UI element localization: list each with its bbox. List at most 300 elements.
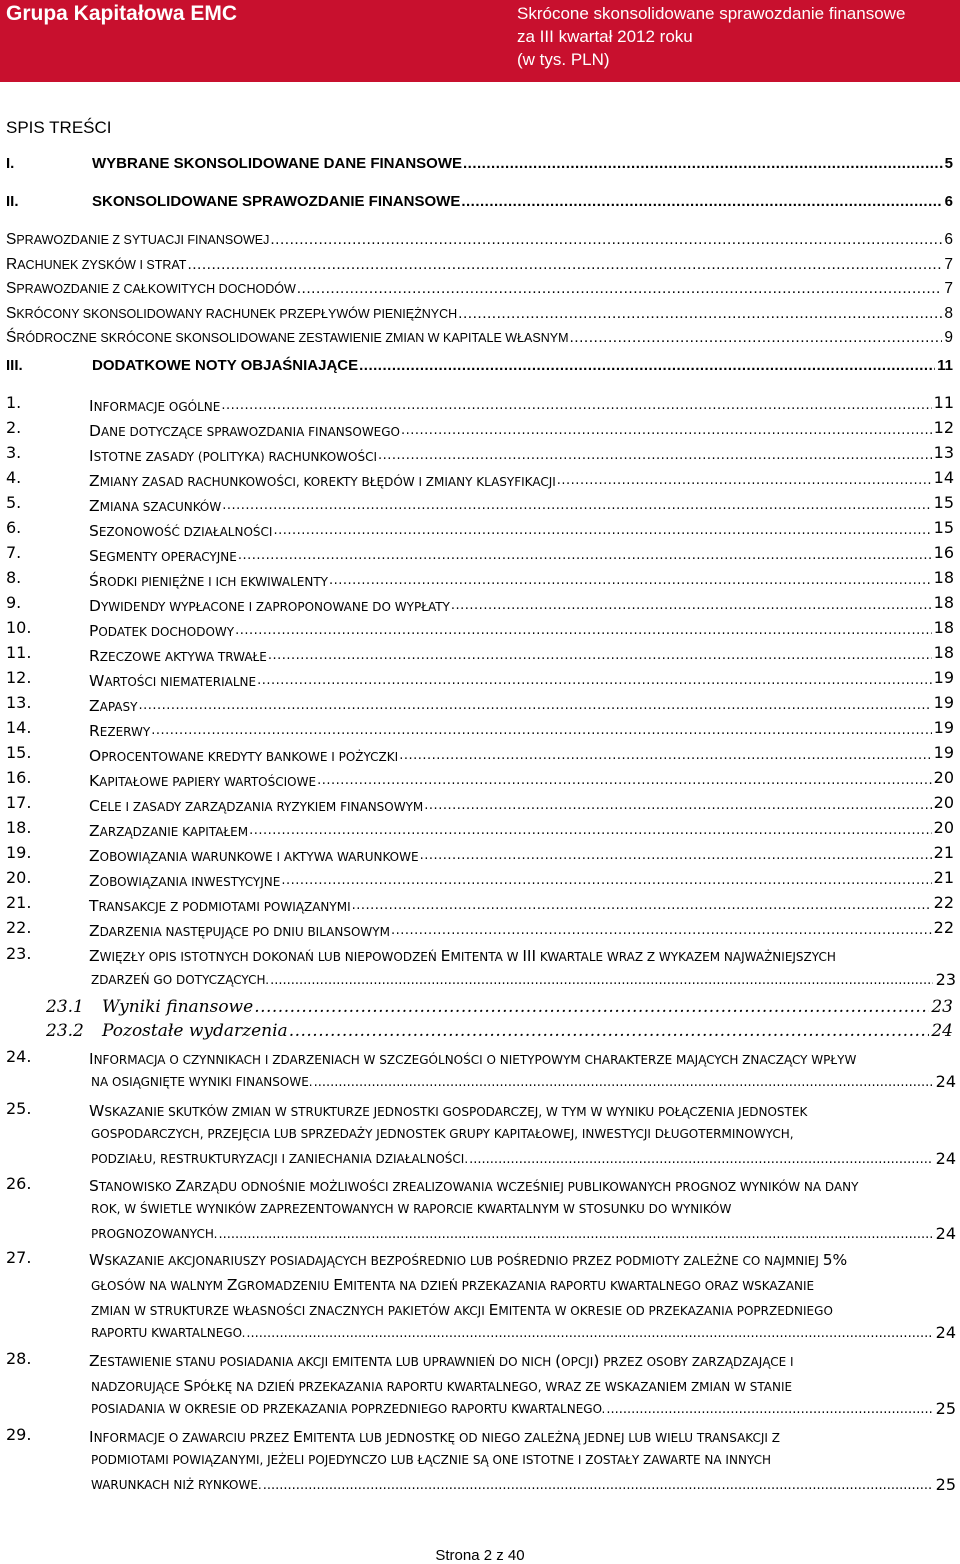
toc-entry[interactable] <box>0 843 960 865</box>
toc-entry-title <box>89 1050 856 1068</box>
toc-entry-title-part: NFORMACJA O CZYNNIKACH I ZDARZENIACH W SZCZEGÓLNOŚCI O NIETYPOWYM CHARAKTERZE MAJĄCYCH ZNACZĄCY WPŁYW <box>93 1053 857 1067</box>
toc-subentry[interactable] <box>0 1021 960 1043</box>
toc-entry-title <box>89 771 316 792</box>
toc-entry-title-part: ZMIAN W STRUKTURZE WŁASNOŚCI ZNACZNYCH PAKIETÓW AKCJI <box>91 1304 489 1318</box>
toc-entry-title-part: NADZORUJĄCE <box>91 1380 184 1394</box>
toc-entry[interactable] <box>0 305 960 327</box>
toc-entry-page: 19 <box>933 743 954 762</box>
toc-entry-title <box>89 896 351 917</box>
toc-entry-title <box>91 1453 771 1467</box>
toc-entry-title-initial: Z <box>226 1276 238 1294</box>
toc-entry-title-initial: S <box>183 1377 194 1395</box>
toc-entry-title: Pozostałe wydarzenia <box>102 1021 288 1041</box>
toc-entry-number: III. <box>6 357 23 374</box>
toc-entry-title-part: ESTAWIENIE STANU POSIADANIA AKCJI EMITENTA LUB UPRAWNIEŃ DO NICH <box>99 1355 556 1369</box>
toc-entry-number: 27. <box>6 1248 32 1267</box>
toc-leader-dots <box>138 696 931 716</box>
toc-entry-title-rest: ARZĄDZANIE KAPITAŁEM <box>99 825 249 839</box>
toc-entry-title-initial: I <box>89 1050 94 1068</box>
toc-entry-page: 21 <box>933 843 954 862</box>
toc-entry-title-initial: Z <box>89 847 100 865</box>
toc-entry-page: 7 <box>944 255 953 273</box>
toc-entry-title <box>6 231 269 249</box>
page-header <box>0 0 960 82</box>
toc-entry-title-rest: EGMENTY OPERACYJNE <box>98 550 237 564</box>
toc-entry[interactable] <box>0 768 960 790</box>
toc-entry-title-initial: Z <box>89 697 100 715</box>
toc-entry-title-initial: E <box>488 1301 499 1319</box>
toc-entry-title: WYBRANE SKONSOLIDOWANE DANE FINANSOWE <box>92 155 463 172</box>
toc-leader-dots <box>329 571 932 591</box>
toc-entry-title-end: POSIADANIA W OKRESIE OD PRZEKAZANIA POPRZEDNIEGO RAPORTU KWARTALNEGO. <box>91 1402 606 1416</box>
toc-leader-dots <box>281 871 931 891</box>
toc-entry-page: 24 <box>935 1224 956 1243</box>
toc-entry-page: 22 <box>933 918 954 937</box>
toc-entry-number: I. <box>6 155 15 172</box>
toc-entry-title <box>89 596 450 617</box>
toc-entry-title-rest: PROCENTOWANE KREDYTY BANKOWE I POŻYCZKI <box>101 750 399 764</box>
toc-entry-title-rest: YWIDENDY WYPŁACONE I ZAPROPONOWANE DO WYPŁATY <box>100 600 450 614</box>
toc-entry-number: 23. <box>6 944 32 963</box>
toc-entry[interactable] <box>0 193 960 215</box>
toc-entry-title-rest: APASY <box>99 700 138 714</box>
toc-entry-number: 21. <box>6 893 32 912</box>
toc-entry-title-end: RAPORTU KWARTALNEGO. <box>91 1326 246 1340</box>
toc-entry-title-rest: DARZENIA NASTĘPUJĄCE PO DNIU BILANSOWYM <box>99 925 390 939</box>
toc-entry-number: 18. <box>6 818 32 837</box>
toc-entry-title-rest: RODKI PIENIĘŻNE I ICH EKWIWALENTY <box>98 575 328 589</box>
toc-entry-page: 13 <box>933 443 954 462</box>
toc-leader-dots <box>401 421 932 441</box>
toc-entry-title-initial: S <box>6 304 17 322</box>
toc-entry-last-line <box>91 1323 956 1345</box>
toc-entry-title-part: PRZEZ OSOBY ZARZĄDZAJĄCE I <box>599 1355 794 1369</box>
toc-entry-title-initial: S <box>89 522 99 540</box>
toc-entry-page: 14 <box>933 468 954 487</box>
toc-entry-title-initial: I <box>89 397 94 415</box>
toc-entry-title-rest: MIANA SZACUNKÓW <box>99 500 222 514</box>
toc-entry-title-rest: NFORMACJE OGÓLNE <box>93 400 221 414</box>
toc-entry-title-rest: EZERWY <box>99 725 151 739</box>
toc-entry-title-end: ZDARZEŃ GO DOTYCZĄCYCH. <box>91 973 270 987</box>
toc-leader-dots <box>352 896 932 916</box>
toc-entry-title <box>6 305 457 323</box>
toc-entry-page: 12 <box>933 418 954 437</box>
toc-entry-title: Wyniki finansowe <box>102 997 254 1017</box>
toc-entry-title-rest: ELE I ZASADY ZARZĄDZANIA RYZYKIEM FINANSOWYM <box>99 800 424 814</box>
toc-entry[interactable] <box>0 643 960 665</box>
toc-entry-title-part: PÓŁKĘ NA DZIEŃ PRZEKAZANIA RAPORTU KWARTALNEGO, WRAZ ZE WSKAZANIEM ZMIAN W STANIE <box>193 1380 793 1394</box>
toc-entry-page: 15 <box>933 493 954 512</box>
toc-entry-title-part: NFORMACJE O ZAWARCIU PRZEZ <box>93 1431 294 1445</box>
toc-entry-number: 10. <box>6 618 32 637</box>
toc-entry-title-rest: KRÓCONY SKONSOLIDOWANY RACHUNEK PRZEPŁYWÓW PIENIĘŻNYCH <box>16 306 458 321</box>
toc-entry-title-initial: Z <box>89 922 100 940</box>
toc-entry-title <box>6 256 186 274</box>
toc-entry-title-rest: ACHUNEK ZYSKÓW I STRAT <box>17 257 187 272</box>
toc-entry-title <box>89 1102 807 1120</box>
toc-entry-title <box>91 1127 794 1141</box>
toc-entry-page: 11 <box>937 357 953 374</box>
toc-entry-page: 18 <box>933 618 954 637</box>
toc-entry-title-part: KWARTALE WRAZ Z WYKAZEM NAJWAŻNIEJSZYCH <box>536 950 836 964</box>
toc-entry[interactable] <box>0 329 960 351</box>
toc-entry-page: 15 <box>933 518 954 537</box>
toc-entry-title <box>89 921 390 942</box>
toc-entry-page: 20 <box>933 768 954 787</box>
toc-entry-title-initial: R <box>6 255 18 273</box>
toc-leader-dots <box>451 596 932 616</box>
toc-entry-title-part: TANOWISKO <box>98 1180 176 1194</box>
toc-entry-title-rest: STOTNE ZASADY (POLITYKA) RACHUNKOWOŚCI <box>93 450 378 464</box>
toc-leader-dots <box>317 771 932 791</box>
toc-leader-dots <box>270 973 933 988</box>
toc-entry-title <box>89 546 237 567</box>
toc-entry-title-part: MITENTA NA DZIEŃ PRZEKAZANIA RAPORTU KWARTALNEGO ORAZ WSKAZANIE <box>343 1279 815 1293</box>
toc-entry-title-initial: W <box>89 672 105 690</box>
toc-entry-title-initial: E <box>293 1428 303 1446</box>
toc-entry-page: 19 <box>933 693 954 712</box>
toc-entry-title <box>89 871 280 892</box>
toc-entry-title <box>89 721 150 742</box>
toc-entry[interactable] <box>0 418 960 440</box>
toc-leader-dots <box>297 280 943 298</box>
toc-entry-title <box>89 621 234 642</box>
toc-entry[interactable] <box>0 818 960 840</box>
toc-leader-dots <box>151 721 931 741</box>
toc-entry-title-initial: T <box>89 897 99 915</box>
page-footer: Strona 2 z 40 <box>435 1547 525 1564</box>
toc-entry-title-rest: ODATEK DOCHODOWY <box>98 625 235 639</box>
toc-entry-page: 20 <box>933 818 954 837</box>
toc-entry-title <box>89 496 221 517</box>
toc-entry-title-rest: ZECZOWE AKTYWA TRWAŁE <box>99 650 267 664</box>
toc-entry-title-initial: W <box>89 1251 105 1269</box>
toc-entry-number: 4. <box>6 468 22 487</box>
toc-entry-page: 18 <box>933 568 954 587</box>
toc-entry-title: SKONSOLIDOWANE SPRAWOZDANIE FINANSOWE <box>92 193 461 210</box>
toc-entry-number: 6. <box>6 518 22 537</box>
company-name: Grupa Kapitałowa EMC <box>6 2 238 25</box>
toc-leader-dots <box>238 546 932 566</box>
toc-entry-last-line <box>91 1149 956 1171</box>
toc-leader-dots <box>391 921 932 941</box>
toc-entry-number: 8. <box>6 568 22 587</box>
toc-entry[interactable] <box>0 468 960 490</box>
toc-entry-page: 24 <box>935 1323 956 1342</box>
toc-entry[interactable] <box>0 693 960 715</box>
toc-entry-title-initial: Z <box>89 872 100 890</box>
toc-entry-title-part: III <box>522 947 537 965</box>
toc-entry-title-part: MITENTA W OKRESIE OD PRZEKAZANIA POPRZEDNIEGO <box>498 1304 833 1318</box>
toc-entry-last-line <box>91 1224 956 1246</box>
toc-leader-dots <box>458 305 942 323</box>
toc-entry-title-part: SKAZANIE SKUTKÓW ZMIAN W STRUKTURZE JEDNOSTKI GOSPODARCZEJ, W TYM W WYNIKU POŁĄCZENIA JEDNOSTEK <box>104 1105 808 1119</box>
toc-entry-number: 12. <box>6 668 32 687</box>
toc-entry-number: 25. <box>6 1099 32 1118</box>
toc-entry-number: 23.1 <box>46 997 84 1017</box>
toc-entry-title-rest: ARTOŚCI NIEMATERIALNE <box>104 675 257 689</box>
toc-leader-dots <box>268 646 932 666</box>
toc-entry-title-initial: S <box>89 1177 99 1195</box>
toc-entry-number: 29. <box>6 1425 32 1444</box>
toc-entry-title <box>6 329 569 347</box>
toc-entry-last-line <box>91 970 956 992</box>
toc-entry-number: 24. <box>6 1047 32 1066</box>
toc-subentry[interactable] <box>0 997 960 1019</box>
toc-entry-page: 25 <box>935 1399 956 1418</box>
toc-entry-number: 16. <box>6 768 32 787</box>
toc-entry-title-initial: Z <box>89 1352 100 1370</box>
toc-entry-title-initial: K <box>89 772 100 790</box>
toc-entry-page: 23 <box>931 997 953 1017</box>
toc-entry-number: 9. <box>6 593 22 612</box>
toc-leader-dots <box>270 231 942 249</box>
toc-leader-dots <box>399 746 931 766</box>
toc-entry-title-initial: I <box>89 447 94 465</box>
toc-entry-title <box>89 671 256 692</box>
toc-entry-page: 18 <box>933 643 954 662</box>
toc-entry-title <box>89 521 272 542</box>
toc-entry-page: 24 <box>935 1149 956 1168</box>
toc-entry-title-rest: APITAŁOWE PAPIERY WARTOŚCIOWE <box>99 775 317 789</box>
toc-entry-title-part: MITENTA W <box>450 950 523 964</box>
toc-entry-title-rest: ANE DOTYCZĄCE SPRAWOZDANIA FINANSOWEGO <box>100 425 401 439</box>
report-title-line3: (w tys. PLN) <box>517 50 610 69</box>
toc-entry-page: 9 <box>944 329 953 346</box>
toc-entry-page: 23 <box>935 970 956 989</box>
report-title-line2: za III kwartał 2012 roku <box>517 27 693 46</box>
toc-entry-title <box>89 446 377 467</box>
toc-entry-title <box>89 571 328 592</box>
toc-entry-title <box>89 821 248 842</box>
toc-entry[interactable] <box>0 231 960 253</box>
toc-entry-title <box>89 846 419 867</box>
toc-leader-dots <box>461 193 942 211</box>
toc-entry-title <box>6 280 296 298</box>
toc-entry-page: 25 <box>935 1475 956 1494</box>
toc-entry-title-rest: EZONOWOŚĆ DZIAŁALNOŚCI <box>98 525 273 539</box>
toc-entry-title-end: PROGNOZOWANYCH. <box>91 1227 218 1241</box>
toc-entry[interactable] <box>0 893 960 915</box>
toc-entry-title-initial: D <box>89 422 101 440</box>
toc-entry-page: 7 <box>944 280 953 297</box>
toc-entry-title-part: MITENTA LUB JEDNOSTKĘ OD NIEGO ZALEŻNĄ JEDNEJ LUB WIELU TRANSAKCJI Z <box>302 1431 781 1445</box>
toc-entry-page: 16 <box>933 543 954 562</box>
toc-entry[interactable] <box>0 868 960 890</box>
toc-entry-title-initial: W <box>89 1102 105 1120</box>
toc-entry-title-part: ROK, W ŚWIETLE WYNIKÓW ZAPREZENTOWANYCH W RAPORCIE KWARTALNYM W STOSUNKU DO WYNIKÓW <box>91 1202 732 1216</box>
toc-entry-title <box>89 746 398 767</box>
toc-entry[interactable] <box>0 668 960 690</box>
toc-leader-dots <box>314 1075 933 1090</box>
toc-entry-title-initial: R <box>89 722 100 740</box>
toc-title: SPIS TREŚCI <box>6 118 112 137</box>
toc-entry-title-end: NA OSIĄGNIĘTE WYNIKI FINANSOWE. <box>91 1075 313 1089</box>
toc-entry-title-part: WIĘZŁY OPIS ISTOTNYCH DOKONAŃ LUB NIEPOWODZEŃ <box>99 950 441 964</box>
toc-entry-title <box>89 646 267 667</box>
toc-leader-dots <box>359 357 935 375</box>
toc-entry-title <box>91 1276 814 1294</box>
toc-entry[interactable] <box>0 618 960 640</box>
toc-entry-title-initial: Z <box>175 1177 186 1195</box>
toc-entry-number: II. <box>6 193 19 210</box>
toc-entry-page: 24 <box>935 1072 956 1091</box>
toc-entry-number: 13. <box>6 693 32 712</box>
toc-entry-last-line <box>91 1399 956 1421</box>
toc-entry-title-initial: Z <box>89 822 100 840</box>
toc-entry-title-end: PODZIAŁU, RESTRUKTURYZACJI I ZANIECHANIA DZIAŁALNOŚCI. <box>91 1152 469 1166</box>
toc-entry-title-initial: R <box>89 647 100 665</box>
toc-entry-title-end: WARUNKACH NIŻ RYNKOWE. <box>91 1478 262 1492</box>
toc-leader-dots <box>469 1152 933 1167</box>
toc-entry[interactable] <box>0 793 960 815</box>
toc-entry[interactable] <box>0 568 960 590</box>
toc-entry-title-initial: ( <box>555 1352 562 1370</box>
toc-entry[interactable] <box>0 443 960 465</box>
toc-leader-dots <box>570 329 943 347</box>
toc-leader-dots <box>263 1478 933 1493</box>
report-title-line1: Skrócone skonsolidowane sprawozdanie finansowe <box>517 4 906 23</box>
toc-entry-page: 22 <box>933 893 954 912</box>
toc-entry[interactable] <box>0 543 960 565</box>
toc-leader-dots <box>606 1402 932 1417</box>
toc-entry-title <box>89 471 556 492</box>
toc-entry-page: 18 <box>933 593 954 612</box>
toc-entry[interactable] <box>0 593 960 615</box>
toc-entry-title-part: E <box>440 947 451 965</box>
toc-entry-title-part: OPCJI <box>561 1355 594 1369</box>
toc-entry-title-part: GROMADZENIU <box>237 1279 334 1293</box>
toc-leader-dots <box>557 471 932 491</box>
toc-entry-title <box>91 1202 731 1216</box>
toc-entry-title-part: GŁOSÓW NA WALNYM <box>91 1279 227 1293</box>
toc-entry-number: 17. <box>6 793 32 812</box>
toc-entry[interactable] <box>0 718 960 740</box>
toc-entry-number: 26. <box>6 1174 32 1193</box>
toc-entry-title-initial: D <box>89 597 101 615</box>
toc-entry-number: 2. <box>6 418 22 437</box>
toc-entry-title <box>89 696 137 717</box>
toc-entry-page: 5 <box>944 155 953 172</box>
toc-entry[interactable] <box>0 518 960 540</box>
toc-entry-page: 20 <box>933 793 954 812</box>
toc-entry-title-rest: OBOWIĄZANIA INWESTYCYJNE <box>99 875 281 889</box>
toc-entry-number: 3. <box>6 443 22 462</box>
toc-leader-dots <box>273 521 931 541</box>
toc-leader-dots <box>246 1326 932 1341</box>
toc-entry-page: 11 <box>933 393 954 412</box>
toc-leader-dots <box>222 496 931 516</box>
toc-entry-number: 14. <box>6 718 32 737</box>
toc-entry-title <box>89 1428 780 1446</box>
toc-entry-title-initial: O <box>89 747 102 765</box>
toc-entry-title-rest: RÓDROCZNE SKRÓCONE SKONSOLIDOWANE ZESTAWIENIE ZMIAN W KAPITALE WŁASNYM <box>16 331 569 345</box>
toc-entry-title-initial: E <box>333 1276 344 1294</box>
toc-entry-title-rest: MIANY ZASAD RACHUNKOWOŚCI, KOREKTY BŁĘDÓW I ZMIANY KLASYFIKACJI <box>99 475 556 489</box>
toc-entry-multiline[interactable] <box>0 944 960 994</box>
toc-entry-title <box>91 1377 792 1395</box>
toc-entry-title <box>89 1177 858 1195</box>
toc-entry-number: 11. <box>6 643 32 662</box>
toc-leader-dots <box>424 796 931 816</box>
toc-entry-page: 6 <box>944 231 953 248</box>
toc-entry-title-rest: OBOWIĄZANIA WARUNKOWE I AKTYWA WARUNKOWE <box>99 850 419 864</box>
toc-entry-title <box>89 396 220 417</box>
toc-entry-number: 7. <box>6 543 22 562</box>
toc-entry[interactable] <box>0 743 960 765</box>
report-title <box>517 2 905 71</box>
toc-entry-title <box>89 1251 847 1269</box>
toc-entry[interactable] <box>0 155 960 177</box>
toc-entry-number: 23.2 <box>46 1021 84 1041</box>
toc-entry-title-part: Z <box>89 947 100 965</box>
toc-entry-title-initial: S <box>6 231 17 248</box>
toc-entry[interactable] <box>0 393 960 415</box>
toc-entry-title-rest: PRAWOZDANIE Z SYTUACJI FINANSOWEJ <box>16 233 270 247</box>
toc-entry-title: DODATKOWE NOTY OBJAŚNIAJĄCE <box>92 357 359 374</box>
toc-entry[interactable] <box>0 357 960 379</box>
toc-entry-title-rest: RANSAKCJE Z PODMIOTAMI POWIĄZANYMI <box>98 900 351 914</box>
toc-entry-title <box>89 947 836 965</box>
toc-entry-title-initial: I <box>89 1428 94 1446</box>
toc-entry-page: 21 <box>933 868 954 887</box>
toc-entry-title-rest: PRAWOZDANIE Z CAŁKOWITYCH DOCHODÓW <box>16 282 296 296</box>
toc-entry-title-part: SKAZANIE AKCJONARIUSZY POSIADAJĄCYCH BEZPOŚREDNIO LUB POŚREDNIO PRZEZ PODMIOTY ZALEŻNE CO NAJMNIEJ <box>104 1254 823 1268</box>
toc-entry-title-part: ARZĄDU ODNOŚNIE MOŻLIWOŚCI ZREALIZOWANIA WCZEŚNIEJ PUBLIKOWANYCH PROGNOZ WYNIKÓW NA DANY <box>186 1180 859 1194</box>
toc-entry-page: 6 <box>944 193 953 210</box>
toc-entry-title <box>91 1301 833 1319</box>
toc-leader-dots <box>378 446 932 466</box>
toc-leader-dots <box>187 256 942 274</box>
toc-entry-page: 19 <box>933 668 954 687</box>
toc-leader-dots <box>235 621 932 641</box>
toc-entry-number: 15. <box>6 743 32 762</box>
toc-entry-number: 1. <box>6 393 22 412</box>
toc-entry-title <box>89 1352 794 1370</box>
toc-entry-title-initial: C <box>89 797 100 815</box>
toc-entry-title-initial: S <box>89 547 99 565</box>
toc-entry-title-initial: ) <box>593 1352 600 1370</box>
toc-entry-title-initial: Ś <box>6 329 17 346</box>
toc-entry-number: 20. <box>6 868 32 887</box>
toc-entry-page: 19 <box>933 718 954 737</box>
toc-entry-last-line <box>91 1475 956 1497</box>
toc-entry-title-part: PODMIOTAMI POWIĄZANYMI, JEŻELI POJEDYNCZO LUB ŁĄCZNIE SĄ ONE ISTOTNE I ZOSTAŁY ZAWARTE NA INNYCH <box>91 1453 771 1467</box>
toc-entry[interactable] <box>0 280 960 302</box>
toc-entry-title <box>89 796 423 817</box>
toc-entry-title-initial: P <box>89 622 99 640</box>
toc-entry-number: 22. <box>6 918 32 937</box>
toc-leader-dots <box>257 671 932 691</box>
toc-entry-number: 28. <box>6 1349 32 1368</box>
toc-leader-dots <box>420 846 932 866</box>
toc-entry[interactable] <box>0 493 960 515</box>
toc-entry-title-initial: 5% <box>822 1251 848 1269</box>
toc-leader-dots <box>221 396 931 416</box>
toc-leader-dots <box>289 1021 930 1041</box>
toc-leader-dots <box>218 1227 932 1242</box>
toc-entry-last-line <box>91 1072 956 1094</box>
toc-entry[interactable] <box>0 256 960 278</box>
toc-entry[interactable] <box>0 918 960 940</box>
toc-entry-page: 24 <box>931 1021 953 1041</box>
toc-entry-title-initial: Z <box>89 472 100 490</box>
toc-entry-title-part: GOSPODARCZYCH, PRZEJĘCIA LUB SPRZEDAŻY JEDNOSTEK GRUPY KAPITAŁOWEJ, INWESTYCJI DŁUGOTERMINOWYCH, <box>91 1127 794 1141</box>
toc-leader-dots <box>249 821 932 841</box>
toc-leader-dots <box>254 997 929 1017</box>
toc-leader-dots <box>463 155 943 173</box>
